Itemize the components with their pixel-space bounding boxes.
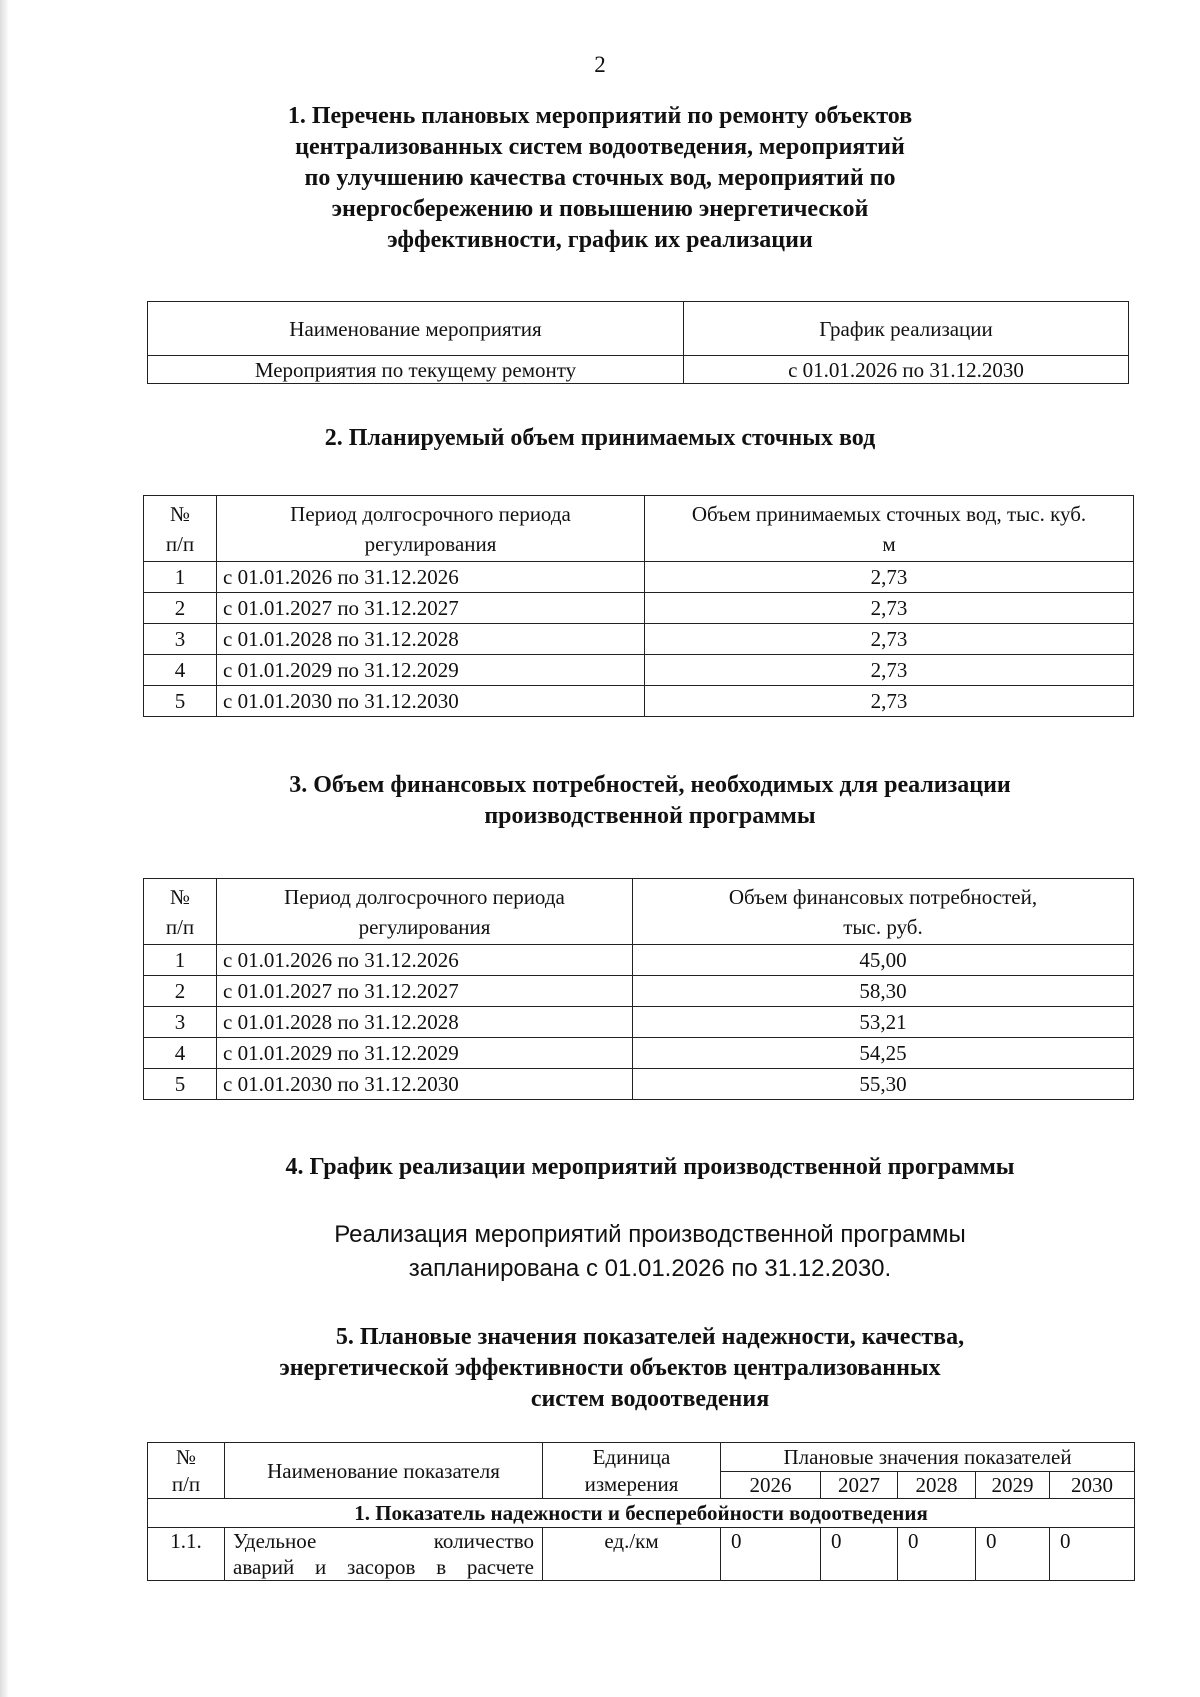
column-header: № п/п [144, 879, 217, 945]
row-number: 3 [144, 1007, 217, 1038]
row-number: 1 [144, 945, 217, 976]
row-number: 1 [144, 562, 217, 593]
section-4-paragraph [0, 1218, 1200, 1286]
period-cell: с 01.01.2026 по 31.12.2026 [217, 945, 633, 976]
paragraph-line: запланирована с 01.01.2026 по 31.12.2030. [408, 1255, 892, 1282]
section-5-title [0, 1322, 1200, 1415]
section-3-title-line: 3. Объем финансовых потребностей, необходимых для реализации [289, 772, 1011, 798]
table-header-row [144, 496, 1134, 562]
table-row [144, 562, 1134, 593]
table-row [144, 686, 1134, 717]
column-header: Наименование мероприятия [148, 302, 684, 356]
section-1-title-line: по улучшению качества сточных вод, мероприятий по [304, 165, 896, 191]
table-header-row [148, 302, 1129, 356]
indicator-name-line: Удельное количество [233, 1529, 534, 1553]
period-cell: с 01.01.2030 по 31.12.2030 [217, 686, 645, 717]
section-1-title-line: энергосбережению и повышению энергетической [331, 196, 869, 222]
value-cell: 0 [1050, 1528, 1135, 1581]
value-cell: 45,00 [633, 945, 1134, 976]
value-cell: 2,73 [645, 624, 1134, 655]
value-cell: 58,30 [633, 976, 1134, 1007]
section-5-title-line: систем водоотведения [530, 1386, 770, 1412]
value-cell: 0 [976, 1528, 1050, 1581]
activities-table [147, 301, 1129, 384]
section-row-label: 1. Показатель надежности и бесперебойности водоотведения [148, 1499, 1135, 1528]
row-number: 5 [144, 686, 217, 717]
financial-needs-table [143, 878, 1134, 1100]
page-number: 2 [594, 52, 606, 77]
column-header: Объем принимаемых сточных вод, тыс. куб. м [645, 496, 1134, 562]
year-header: 2027 [821, 1472, 898, 1499]
value-cell: 0 [721, 1528, 821, 1581]
value-cell: 0 [898, 1528, 976, 1581]
table-row [144, 945, 1134, 976]
table-cell: Мероприятия по текущему ремонту [148, 356, 684, 384]
value-cell: 55,30 [633, 1069, 1134, 1100]
column-header: Объем финансовых потребностей, тыс. руб. [633, 879, 1134, 945]
period-cell: с 01.01.2027 по 31.12.2027 [217, 593, 645, 624]
period-cell: с 01.01.2026 по 31.12.2026 [217, 562, 645, 593]
column-header: Наименование показателя [225, 1443, 543, 1499]
table-header-row [144, 879, 1134, 945]
table-header-row [148, 1443, 1135, 1472]
table-cell: с 01.01.2026 по 31.12.2030 [684, 356, 1129, 384]
table-row [144, 1038, 1134, 1069]
section-3-title [0, 770, 1200, 832]
period-cell: с 01.01.2028 по 31.12.2028 [217, 1007, 633, 1038]
column-header: Период долгосрочного периода регулирования [217, 879, 633, 945]
column-header: № п/п [144, 496, 217, 562]
table-row [144, 624, 1134, 655]
value-cell: 54,25 [633, 1038, 1134, 1069]
value-cell: 0 [821, 1528, 898, 1581]
table-section-row [148, 1499, 1135, 1528]
section-4-title: 4. График реализации мероприятий производственной программы [285, 1154, 1015, 1180]
section-3-title-line: производственной программы [484, 803, 816, 829]
section-5-title-line: 5. Плановые значения показателей надежности, качества, [335, 1324, 965, 1350]
table-row [144, 655, 1134, 686]
indicator-name-line: аварий и засоров в расчете [233, 1555, 534, 1579]
section-1-title-line: эффективности, график их реализации [387, 227, 813, 253]
paragraph-line: Реализация мероприятий производственной программы [334, 1221, 966, 1248]
year-header: 2026 [721, 1472, 821, 1499]
period-cell: с 01.01.2029 по 31.12.2029 [217, 655, 645, 686]
row-number: 3 [144, 624, 217, 655]
row-number: 2 [144, 593, 217, 624]
value-cell: 2,73 [645, 655, 1134, 686]
section-1-title-line: централизованных систем водоотведения, мероприятий [295, 134, 905, 160]
column-header: График реализации [684, 302, 1129, 356]
column-header: № п/п [148, 1443, 225, 1499]
row-number: 1.1. [148, 1528, 225, 1581]
indicator-name [225, 1528, 543, 1581]
table-row [144, 1069, 1134, 1100]
column-header: Период долгосрочного периода регулирования [217, 496, 645, 562]
value-cell: 2,73 [645, 593, 1134, 624]
section-2-title: 2. Планируемый объем принимаемых сточных вод [324, 425, 876, 451]
section-1-title-line: 1. Перечень плановых мероприятий по ремонту объектов [287, 103, 913, 129]
value-cell: 2,73 [645, 686, 1134, 717]
row-number: 4 [144, 1038, 217, 1069]
period-cell: с 01.01.2027 по 31.12.2027 [217, 976, 633, 1007]
indicators-table [147, 1442, 1135, 1581]
column-header: Плановые значения показателей [721, 1443, 1135, 1472]
table-row [144, 1007, 1134, 1038]
period-cell: с 01.01.2028 по 31.12.2028 [217, 624, 645, 655]
table-row [144, 593, 1134, 624]
table-row [144, 976, 1134, 1007]
wastewater-volume-table [143, 495, 1134, 717]
column-header: Единица измерения [543, 1443, 721, 1499]
year-header: 2028 [898, 1472, 976, 1499]
value-cell: 2,73 [645, 562, 1134, 593]
table-row [148, 1528, 1135, 1581]
unit-cell: ед./км [543, 1528, 721, 1581]
value-cell: 53,21 [633, 1007, 1134, 1038]
period-cell: с 01.01.2030 по 31.12.2030 [217, 1069, 633, 1100]
year-header: 2030 [1050, 1472, 1135, 1499]
row-number: 5 [144, 1069, 217, 1100]
table-row [148, 356, 1129, 384]
section-1-title [0, 101, 1200, 256]
section-5-title-line: энергетической эффективности объектов централизованных [279, 1355, 941, 1381]
period-cell: с 01.01.2029 по 31.12.2029 [217, 1038, 633, 1069]
row-number: 2 [144, 976, 217, 1007]
row-number: 4 [144, 655, 217, 686]
year-header: 2029 [976, 1472, 1050, 1499]
